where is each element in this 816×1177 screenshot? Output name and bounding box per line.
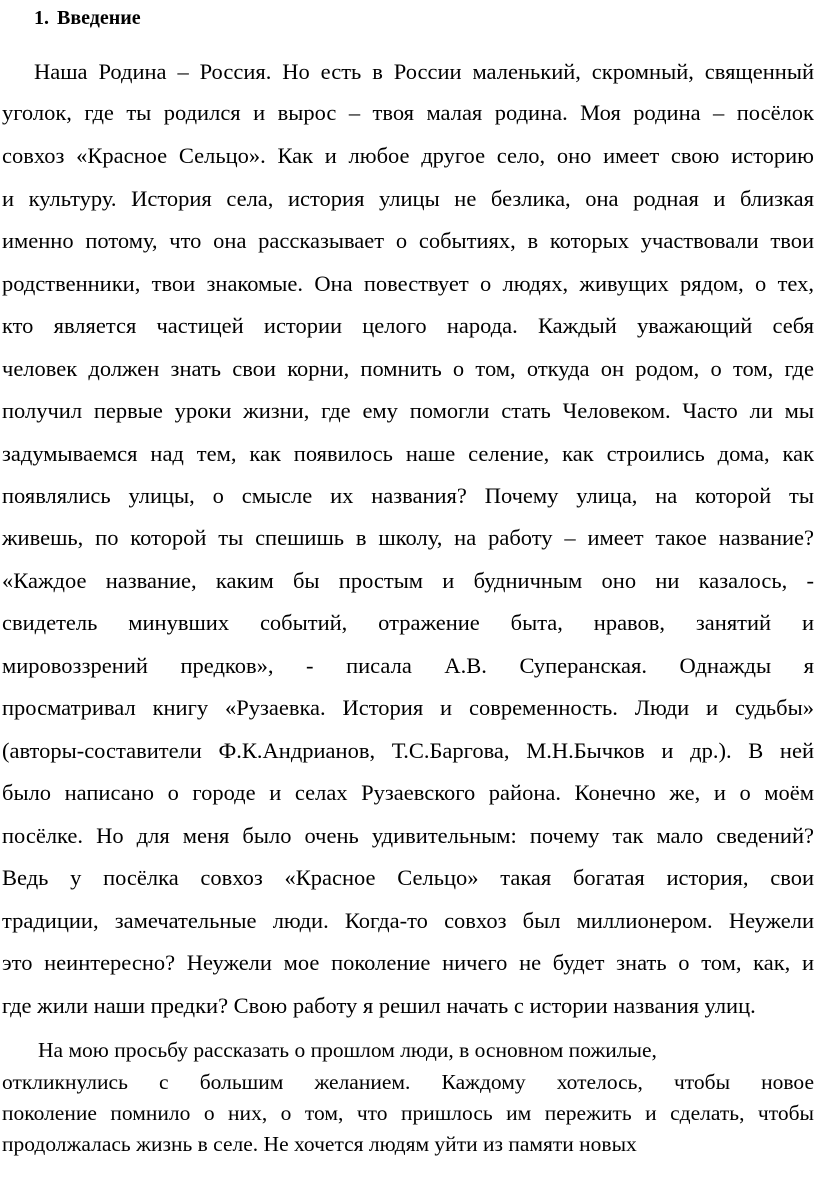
text-line: задумываемся над тем, как появилось наше селение, как строились дома, как <box>2 441 814 466</box>
text-line: где жили наши предки? Свою работу я решил начать с истории названия улиц. <box>2 993 756 1018</box>
text-line: посёлке. Но для меня было очень удивительным: почему так мало сведений? <box>2 823 814 848</box>
text-line: получил первые уроки жизни, где ему помогли стать Человеком. Часто ли мы <box>2 398 814 423</box>
text-line: откликнулись с большим желанием. Каждому хотелось, чтобы новое <box>2 1070 814 1094</box>
text-line: Ведь у посёлка совхоз «Красное Сельцо» такая богатая история, свои <box>2 865 814 890</box>
text-line: мировоззрений предков», - писала А.В. Суперанская. Однажды я <box>2 653 814 678</box>
section-number: 1. <box>34 7 49 29</box>
section-heading <box>34 4 141 32</box>
section-title: Введение <box>57 7 141 29</box>
text-line: свидетель минувших событий, отражение быта, нравов, занятий и <box>2 610 814 635</box>
text-line: просматривал книгу «Рузаевка. История и современность. Люди и судьбы» <box>2 695 814 720</box>
text-line: это неинтересно? Неужели мое поколение ничего не будет знать о том, как, и <box>2 950 814 975</box>
text-line: (авторы-составители Ф.К.Андрианов, Т.С.Баргова, М.Н.Бычков и др.). В ней <box>2 738 814 763</box>
text-line: человек должен знать свои корни, помнить о том, откуда он родом, о том, где <box>2 356 814 381</box>
text-line: живешь, по которой ты спешишь в школу, на работу – имеет такое название? <box>2 525 814 550</box>
text-line: кто является частицей истории целого народа. Каждый уважающий себя <box>2 313 814 338</box>
text-line: уголок, где ты родился и вырос – твоя малая родина. Моя родина – посёлок <box>2 100 814 125</box>
text-line: было написано о городе и селах Рузаевского района. Конечно же, и о моём <box>2 780 814 805</box>
text-line: совхоз «Красное Сельцо». Как и любое другое село, оно имеет свою историю <box>2 143 814 168</box>
text-line: именно потому, что она рассказывает о событиях, в которых участвовали твои <box>2 228 814 253</box>
text-line: «Каждое название, каким бы простым и будничным оно ни казалось, - <box>2 568 814 593</box>
text-line: продолжалась жизнь в селе. Не хочется людям уйти из памяти новых <box>2 1132 637 1156</box>
text-line: Наша Родина – Россия. Но есть в России маленький, скромный, священный <box>34 59 814 84</box>
text-line: появлялись улицы, о смысле их названия? Почему улица, на которой ты <box>2 483 814 508</box>
text-line: традиции, замечательные люди. Когда-то совхоз был миллионером. Неужели <box>2 908 814 933</box>
text-line: родственники, твои знакомые. Она повествует о людях, живущих рядом, о тех, <box>2 271 814 296</box>
text-line: поколение помнило о них, о том, что пришлось им пережить и сделать, чтобы <box>2 1101 814 1125</box>
text-line: На мою просьбу рассказать о прошлом люди, в основном пожилые, <box>38 1038 657 1062</box>
text-line: и культуру. История села, история улицы не безлика, она родная и близкая <box>2 186 814 211</box>
